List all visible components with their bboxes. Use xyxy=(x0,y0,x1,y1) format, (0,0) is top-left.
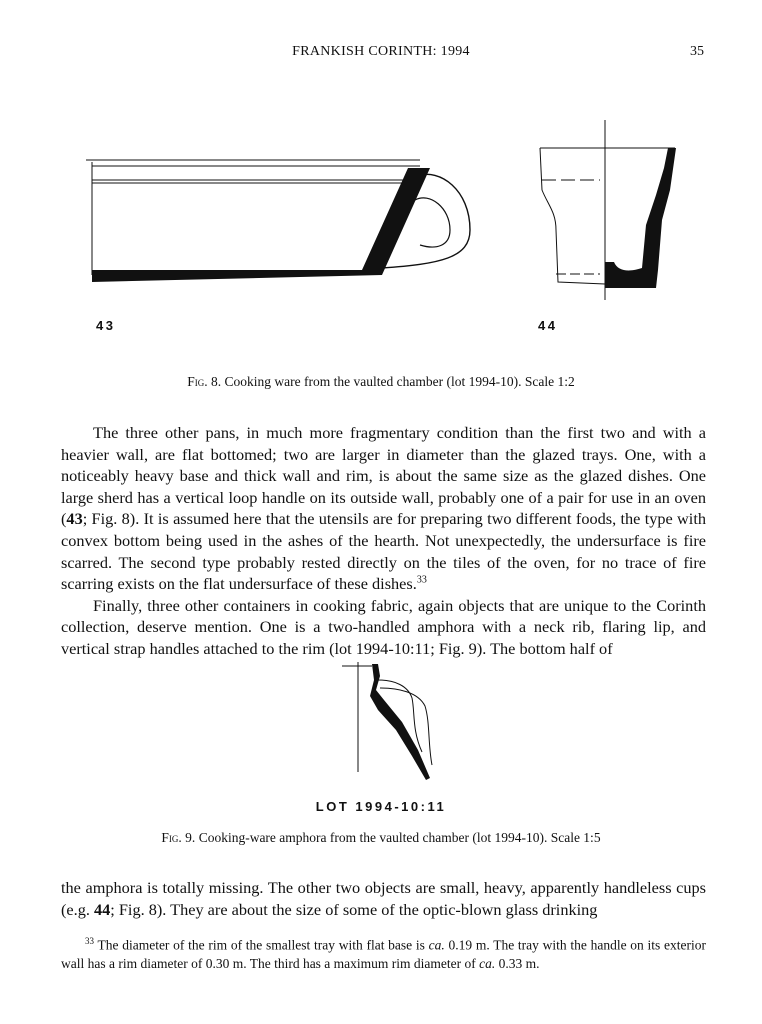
paragraph-3-part-2: ; Fig. 8). They are about the size of some of the optic-blown glass drinking xyxy=(110,899,598,919)
footnote-ca-2: ca. xyxy=(479,955,496,971)
figure-9-caption xyxy=(0,830,762,846)
footnote-part-3: 0.33 m. xyxy=(495,955,540,971)
figure-8-caption-prefix: Fig. 8. xyxy=(187,374,222,389)
paragraph-1-ref-43: 43 xyxy=(66,509,83,529)
footnote-number: 33 xyxy=(85,936,94,946)
paragraph-2: Finally, three other containers in cooking fabric, again objects that are unique to the Corinth collection, deserve mention. One is a two-handled amphora with a neck rib, flaring lip, and vertical strap handles attached to the rim (lot 1994-10:11; Fig. 9). The bottom half of xyxy=(61,595,706,658)
footnote-part-1: The diameter of the rim of the smallest tray with flat base is xyxy=(94,937,429,953)
footnote-ref-33: 33 xyxy=(416,574,427,586)
figure-8-caption-text: Cooking ware from the vaulted chamber (lot 1994-10). Scale 1:2 xyxy=(224,374,575,389)
figure-9-caption-text: Cooking-ware amphora from the vaulted chamber (lot 1994-10). Scale 1:5 xyxy=(198,830,601,845)
footnote-part-2: 0.19 m. The tray with the handle on its exterior wall has a rim diameter of 0.30 m. The third has a maximum rim diameter of xyxy=(61,937,706,971)
page-number: 35 xyxy=(690,44,704,59)
figure-9-label: LOT 1994-10:11 xyxy=(315,799,447,814)
amphora-profile-outer xyxy=(380,688,432,765)
paragraph-3-part-1: the amphora is totally missing. The other two objects are small, heavy, apparently handleless cups (e.g. xyxy=(61,878,706,919)
body-text-lower xyxy=(61,877,706,920)
amphora-wall-section xyxy=(370,664,430,780)
figure-8-label-44: 44 xyxy=(538,318,558,333)
paragraph-3 xyxy=(61,877,706,920)
footnote-ca-1: ca. xyxy=(428,937,445,953)
figure-8-label-43: 43 xyxy=(96,318,116,333)
paragraph-3-ref-44: 44 xyxy=(94,899,111,919)
running-title: FRANKISH CORINTH: 1994 xyxy=(292,44,470,59)
paragraph-1-part-1: The three other pans, in much more fragmentary condition than the first two and with a heavier wall, are flat bottomed; two are larger in diameter than the glazed trays. One, with a noticeably heavy base and thick wall and rim, is about the same size as the glazed dishes. One large sherd has a vertical loop handle on its outside wall, probably one of a pair for use in an oven ( xyxy=(61,423,706,529)
figure-9-caption-prefix: Fig. 9. xyxy=(161,830,196,845)
paragraph-1-part-2: ; Fig. 8). It is assumed here that the utensils are for preparing two different foods, the type with convex bottom being used in the ashes of the hearth. Not unexpectedly, the undersurface is fire scarred. The second type probably rested directly on the tiles of the oven, for no trace of fire scarring exists on the flat undersurface of these dishes. xyxy=(61,509,706,594)
footnote-33 xyxy=(61,932,706,973)
